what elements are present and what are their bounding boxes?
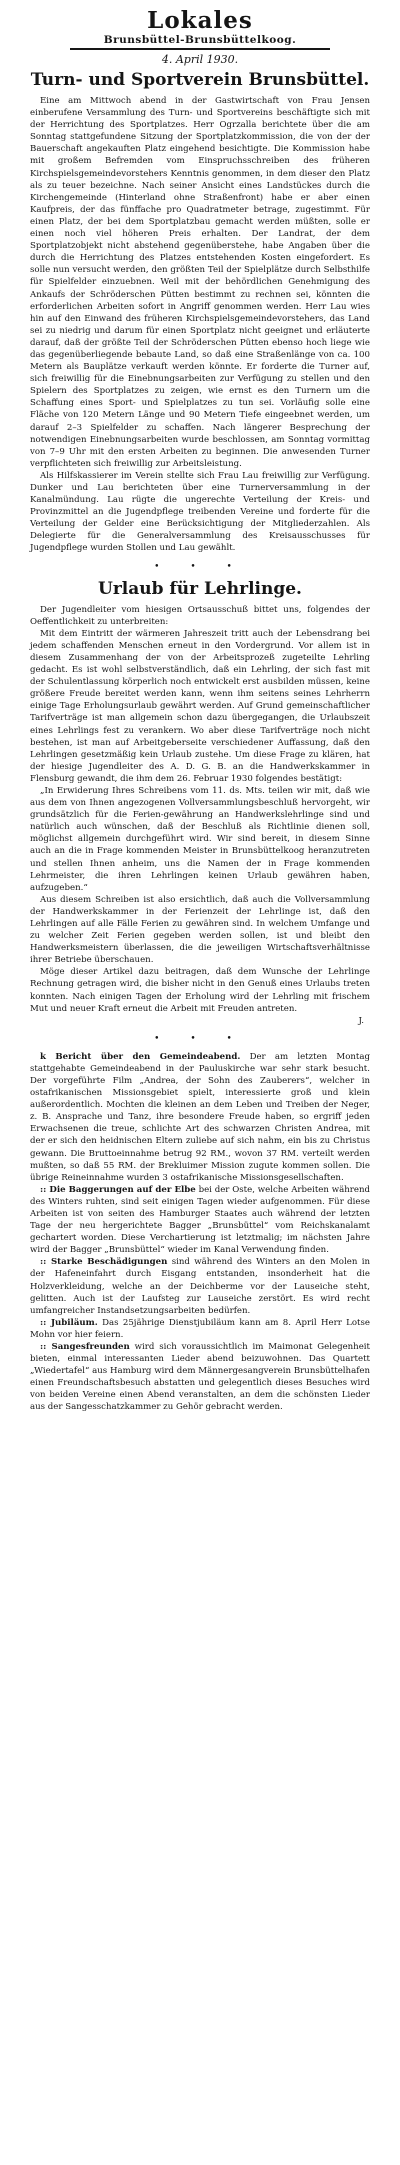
news-item [30, 1051, 370, 1184]
separator-dots: • • • [154, 561, 246, 572]
masthead [30, 8, 370, 67]
article-paragraph: Aus diesem Schreiben ist also ersichtlich, daß auch die Vollversammlung der Handwerkskammer in der Ferienzeit der Lehrlinge ist, daß den Lehrlingen auf alle Fälle Ferien zu gewähren sind. In welchem Umfange und zu welcher Zeit Ferien gegeben werden sollen, ist und bleibt den Handwerksmeistern überlassen, die die jeweiligen Wirtschaftsverhältnisse ihrer Betriebe überschauen. [30, 894, 370, 966]
section-title: Lokales [147, 7, 253, 34]
masthead-rule [70, 48, 330, 50]
article-paragraph: Eine am Mittwoch abend in der Gastwirtschaft von Frau Jensen einberufene Versammlung des Turn- und Sportvereins beschäftigte sich mit der Herrichtung des Sportplatzes. Herr Ogrzalla berichtete über die am Sonntag stattgefundene Sitzung der Sportplatzkommission, die von der der Bauerschaft angekauften Platz eingehend besichtigte. Die Kommission habe mit großem Befremden vom Einspruchsschreiben des früheren Kirchspielsgemeindevorstehers Kenntnis genommen, in dem dieser den Platz als zu teuer bezeichne. Nach seiner Ansicht eines Landstückes durch die Kirchengemeinde (Hinterland ohne Straßenfront) habe er aber einen Kaufpreis, der das fünffache pro Quadratmeter betrage, zugestimmt. Für einen Platz, der bei dem Sportplatzbau gemacht werden müßten, solle er einen noch viel höheren Preis erhalten. Der Landrat, der dem Sportplatzobjekt nicht abstehend gegenüberstehe, habe Angaben über die durch die Herrichtung des Platzes entstehenden Kosten eingefordert. Es solle nun versucht werden, den größten Teil der Spielplätze durch Selbsthilfe für Spielfelder einzuebnen. Weil mit der behördlichen Genehmigung des Ankaufs der Schröderschen Pütten bestimmt zu rechnen sei, könnten die erforderlichen Arbeiten sofort in Angriff genommen werden. Herr Lau wies hin auf den Einwand des früheren Kirchspielsgemeindevorstehers, das Land sei zu niedrig und darum für einen Sportplatz nicht geeignet und erläuterte darauf, daß der größte Teil der Schröderschen Pütten ebenso hoch liege wie das gegenüberliegende bebaute Land, so daß eine Straßenlänge von ca. 100 Metern als Bauplätze verkauft werden könnte. Er forderte die Turner auf, sich freiwillig für die Einebnungsarbeiten zur Verfügung zu stellen und den Spielern des Sportplatzes zu zeigen, wie ernst es den Turnern um die Schaffung eines Sport- und Spielplatzes zu tun sei. Vorläufig solle eine Fläche von 120 Metern Länge und 90 Metern Tiefe eingeebnet werden, um darauf 2–3 Spielfelder zu schaffen. Nach längerer Besprechung der notwendigen Einebnungsarbeiten wurde beschlossen, am Sonntag vormittag von 7–9 Uhr mit den ersten Arbeiten zu beginnen. Die anwesenden Turner verpflichteten sich freiwillig zur Arbeitsleistung. [30, 96, 370, 469]
news-item-text: bei der Oste, welche Arbeiten während des Winters ruhten, sind seit einigen Tagen wieder aufgenommen. Für diese Arbeiten ist von seiten des Hamburger Staates auch während der letzten Tage der neu hergerichtete Bagger „Brunsbüttel“ vom Reichskanalamt gechartert worden. Diese Verchartierung ist letztmalig; im nächsten Jahre wird der Bagger „Brunsbüttel“ wieder im Kanal Verwendung finden. [30, 1184, 370, 1256]
article-paragraph: Der Jugendleiter vom hiesigen Ortsausschuß bittet uns, folgendes der Oeffentlichkeit zu unterbreiten: [30, 604, 370, 627]
news-item-text: Der am letzten Montag stattgehabte Gemeindeabend in der Pauluskirche war sehr stark besucht. Der vorgeführte Film „Andrea, der Sohn des Zauberers“, welcher in ostafrikanischen Missionsgebiet spielt, interessierte groß und klein außerordentlich. Mochten die kleinen an dem Leben und Treiben der Neger, z. B. Ansprache und Tanz, ihre besondere Freude haben, so ergriff jeden Erwachsenen die treue, schlichte Art des schwarzen Christen Andrea, mit der er sich den heidnischen Eltern zuliebe auf sich nahm, ein bis zu Christus gewann. Die Bruttoeinnahme betrug 92 RM., wovon 37 RM. verteilt werden mußten, so daß 55 RM. der Brekluimer Mission zugute kommen sollen. Die übrige Reineinnahme wurden 3 ostafrikanische Missionsgesellschaften. [30, 1051, 370, 1183]
separator-dots: • • • [154, 1033, 246, 1044]
news-item-text: Das 25jährige Dienstjubiläum kann am 8. April Herr Lotse Mohn vor hier feiern. [30, 1317, 370, 1340]
news-item [30, 1317, 370, 1341]
news-item-lead: :: Starke Beschädigungen [40, 1257, 168, 1268]
article-paragraph: Mit dem Eintritt der wärmeren Jahreszeit tritt auch der Lebensdrang bei jedem schaffenden Menschen erneut in den Vordergrund. Vor allem ist in diesem Zusammenhang der von der Arbeitsprozeß zugeteilte Lehrling gedacht. Es ist wohl selbstverständlich, daß ein Lehrling, der sich fast mit der Schulentlassung körperlich noch entwickelt erst ausbilden müssen, keine größere Freude bereitet werden kann, wenn ihm seitens seines Lehrherrn einige Tage Erholungsurlaub gewährt werden. Auf Grund gemeinschaftlicher Tarifverträge ist man allgemein schon dazu übergegangen, die Urlaubszeit eines Lehrlings fest zu verankern. Wo aber diese Tarifverträge noch nicht bestehen, ist man auf Arbeitgeberseite verschiedener Auffassung, daß den Lehrlingen gesetzmäßig kein Urlaub zustehe. Um diese Frage zu klären, hat der hiesige Jugendleiter des A. D. G. B. an die Handwerkskammer in Flensburg gewandt, die ihm dem 26. Februar 1930 folgendes bestätigt: [30, 628, 370, 784]
news-item-lead: :: Jubiläum. [40, 1317, 98, 1328]
article-body [30, 95, 370, 555]
article-signature: J. [358, 1015, 364, 1026]
news-item [30, 1341, 370, 1414]
news-item [30, 1256, 370, 1316]
article-paragraph: „In Erwiderung Ihres Schreibens vom 11. ds. Mts. teilen wir mit, daß wie aus dem von Ihnen angezogenen Vollversammlungsbeschluß hervorgeht, wir grundsätzlich für die Ferien-gewährung an Handwerkslehrlinge sind und natürlich auch wünschen, daß der Beschluß als Richtlinie dienen soll, möglichst allgemein durchgeführt wird. Wir sind bereit, in diesem Sinne auch an die in Frage kommenden Meister in Brunsbüttelkoog heranzutreten und stellen Ihnen anheim, uns die Namen der in Frage kommenden Lehrmeister, die ihren Lehrlingen keinen Urlaub gewähren haben, aufzugeben.“ [30, 785, 370, 893]
news-item [30, 1184, 370, 1257]
article-headline: Urlaub für Lehrlinge. [98, 578, 302, 599]
section-subtitle: Brunsbüttel-Brunsbüttelkoog. [103, 34, 297, 46]
issue-date: 4. April 1930. [161, 53, 239, 66]
local-news-items [30, 1051, 370, 1414]
article-paragraph: Möge dieser Artikel dazu beitragen, daß dem Wunsche der Lehrlinge Rechnung getragen wird, die bisher nicht in den Genuß eines Urlaubs treten konnten. Nach einigen Tagen der Erholung wird der Lehrling mit frischem Mut und neuer Kraft erneut die Arbeit mit Freuden antreten. [30, 967, 370, 1014]
article-headline: Turn- und Sportverein Brunsbüttel. [30, 70, 370, 90]
news-item-lead: :: Die Baggerungen auf der Elbe [40, 1184, 196, 1195]
article-paragraph: Als Hilfskassierer im Verein stellte sich Frau Lau freiwillig zur Verfügung. Dunker und Lau berichteten über eine Turnerversammlung in der Kanalmündung. Lau rügte die ungerechte Verteilung der Kreis- und Provinzmittel an die Jugendpflege treibenden Vereine und forderte für die Verteilung der Gelder eine Berücksichtigung der Mitgliederzahlen. Als Delegierte für die Generalversammlung des Kreisausschusses für Jugendpflege wurden Stollen und Lau gewählt. [30, 470, 370, 554]
article-body [30, 604, 370, 1015]
news-item-text: sind während des Winters an den Molen in der Hafeneinfahrt durch Eisgang entstanden, insonderheit hat die Holzverkleidung, welche an der Deichberme vor der Lauseiche steht, gelitten. Auch ist der Laufsteg zur Lauseiche zerstört. Es wird recht umfangreicher Instandsetzungsarbeiten bedürfen. [30, 1257, 370, 1316]
article-turnverein [30, 70, 370, 555]
news-item-text: wird sich voraussichtlich im Maimonat Gelegenheit bieten, einmal interessanten Lieder abend beizuwohnen. Das Quartett „Wiedertafel“ aus Hamburg wird dem Männergesangverein Brunsbüttelhafen einen Freundschaftsbesuch abstatten und gelegentlich dieses Besuches wird von beiden Vereine einen Abend veranstalten, an dem die schönsten Lieder aus der Sangesschatzkammer zu Gehör gebracht werden. [30, 1342, 371, 1413]
article-urlaub [30, 579, 370, 1027]
news-item-lead: k Bericht über den Gemeindeabend. [40, 1051, 241, 1062]
news-item-lead: :: Sangesfreunden [40, 1342, 130, 1352]
